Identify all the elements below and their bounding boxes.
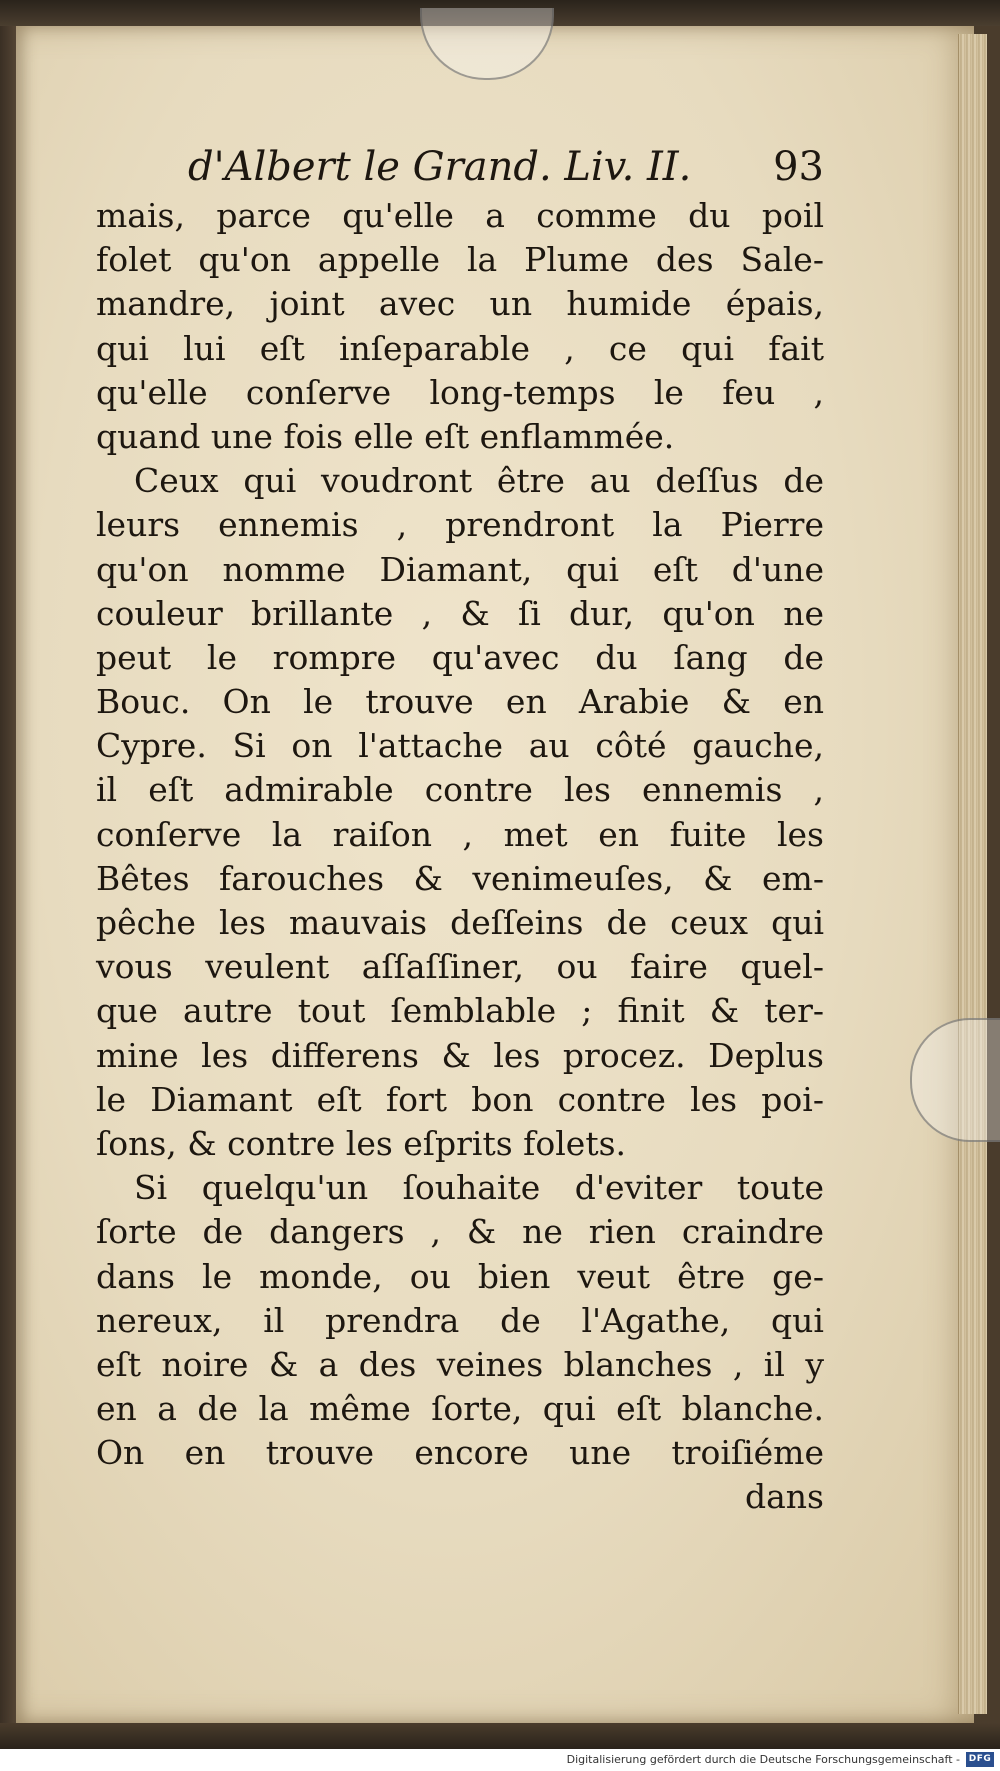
text-line: vous veulent aſſaſſiner, ou faire quel- <box>96 947 824 987</box>
text-line: pêche les mauvais deſſeins de ceux qui <box>96 903 824 942</box>
text-line: conſerve la raiſon , met en fuite les <box>96 814 824 854</box>
text-line: leurs ennemis , prendront la Pierre <box>96 505 824 545</box>
text-line: il eſt admirable contre les ennemis , <box>96 770 824 810</box>
running-head <box>96 140 824 194</box>
text-line: qu'elle conſerve long-temps le feu , <box>96 372 824 412</box>
text-line: quand une fois elle eſt enflammée. <box>96 416 675 456</box>
footer-band <box>0 1749 1000 1771</box>
text-line: en a de la même ſorte, qui eſt blanche. <box>96 1389 824 1429</box>
text-line: nereux, il prendra de l'Agathe, qui <box>96 1300 824 1340</box>
text-line: ſorte de dangers , & ne rien craindre <box>96 1212 824 1252</box>
book-bottom-edge <box>0 1723 1000 1749</box>
text-line: ſons, & contre les eſprits folets. <box>96 1123 627 1163</box>
body-text <box>96 194 824 1520</box>
dfg-logo: DFG <box>966 1752 994 1767</box>
text-line: eſt noire & a des veines blanches , il y <box>96 1344 824 1384</box>
text-line: Ceux qui voudront être au deſſus de <box>134 461 824 501</box>
text-line: dans le monde, ou bien veut être ge- <box>96 1256 824 1296</box>
text-line: qui lui eſt inſeparable , ce qui fait <box>96 328 824 368</box>
text-line: On en trouve encore une troiſiéme <box>96 1433 824 1473</box>
text-line: mandre, joint avec un humide épais, <box>96 284 824 324</box>
page-number: 93 <box>773 144 824 190</box>
text-line: folet qu'on appelle la Plume des Sale- <box>96 240 824 280</box>
text-line: Bêtes farouches & venimeuſes, & em- <box>96 858 824 898</box>
catchword: dans <box>745 1477 824 1517</box>
text-block <box>96 140 824 1520</box>
running-title: d'Albert le Grand. Liv. II. <box>188 144 692 190</box>
text-line: mine les differens & les procez. Deplus <box>96 1035 824 1075</box>
text-line: que autre tout ſemblable ; finit & ter- <box>96 991 824 1031</box>
text-line: Si quelqu'un ſouhaite d'eviter toute <box>134 1168 824 1208</box>
text-line: qu'on nomme Diamant, qui eſt d'une <box>96 549 824 589</box>
text-line: peut le rompre qu'avec du ſang de <box>96 637 824 677</box>
text-line: Bouc. On le trouve en Arabie & en <box>96 682 824 722</box>
text-line: mais, parce qu'elle a comme du poil <box>96 196 824 235</box>
text-line: le Diamant eſt fort bon contre les poi- <box>96 1079 824 1119</box>
text-line: Cypre. Si on l'attache au côté gauche, <box>96 726 824 766</box>
page-edges <box>958 34 987 1714</box>
text-line: couleur brillante , & ſi dur, qu'on ne <box>96 593 824 633</box>
footer-credit: Digitalisierung gefördert durch die Deutsche Forschungsgemeinschaft - <box>566 1753 960 1766</box>
